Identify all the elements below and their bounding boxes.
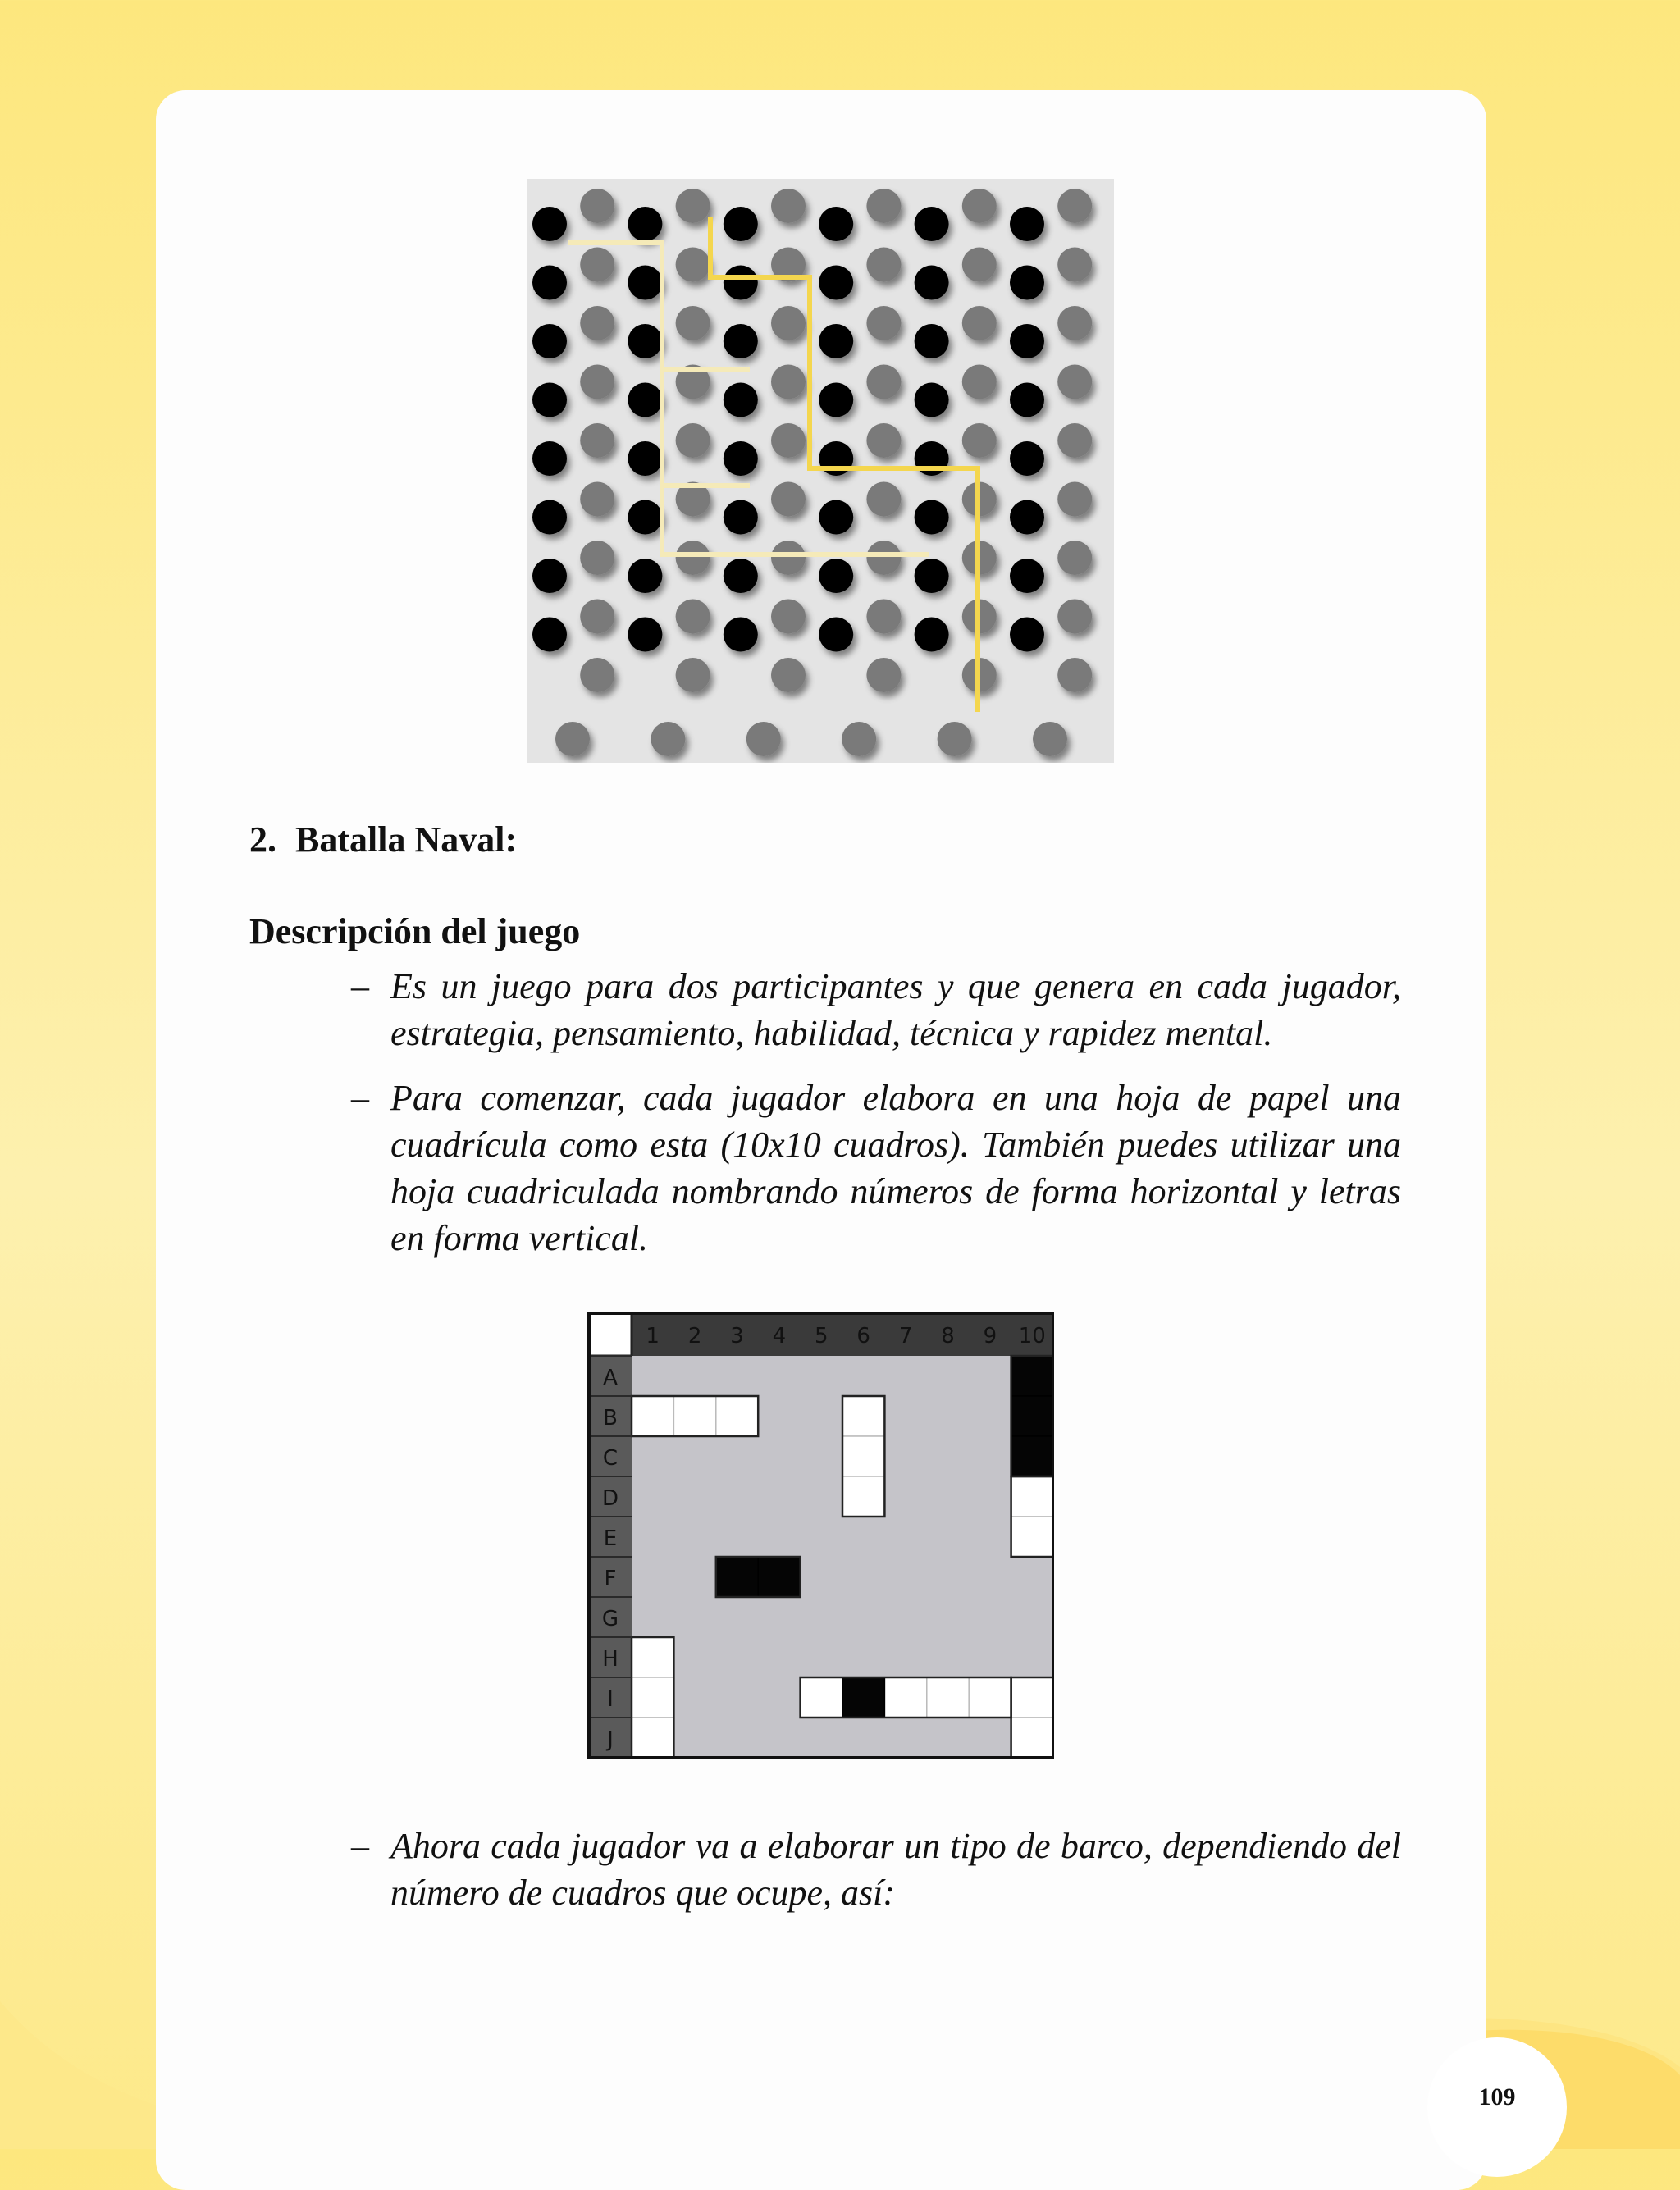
- dot-maze-image: [527, 179, 1114, 763]
- gray-dot: [771, 365, 806, 399]
- black-dot: [819, 559, 853, 593]
- gray-dot: [962, 306, 997, 340]
- black-dot: [1010, 500, 1044, 535]
- gray-dot: [866, 482, 901, 517]
- black-dot: [724, 324, 758, 358]
- bullet-dash: –: [351, 1078, 369, 1118]
- ship-cell-white: [801, 1677, 842, 1718]
- row-label: E: [603, 1526, 618, 1551]
- ship-cell-black: [758, 1557, 800, 1597]
- gray-dot: [866, 189, 901, 223]
- gray-dot: [1057, 658, 1092, 692]
- column-label: 5: [815, 1324, 829, 1348]
- black-dot: [819, 500, 853, 535]
- black-dot: [915, 618, 949, 652]
- gray-dot: [962, 365, 997, 399]
- black-dot: [819, 266, 853, 300]
- gray-dot: [1033, 722, 1067, 756]
- black-dot: [532, 500, 567, 535]
- gray-dot: [771, 658, 806, 692]
- black-dot: [532, 441, 567, 476]
- black-dot: [532, 618, 567, 652]
- black-dot: [1010, 266, 1044, 300]
- column-label: 3: [730, 1324, 744, 1348]
- black-dot: [819, 383, 853, 417]
- column-label: 4: [772, 1324, 787, 1348]
- black-dot: [915, 207, 949, 241]
- black-dot: [628, 383, 662, 417]
- black-dot: [1010, 618, 1044, 652]
- ship-cell-black: [716, 1557, 758, 1597]
- black-dot: [724, 441, 758, 476]
- black-dot: [532, 266, 567, 300]
- gray-dot: [1057, 423, 1092, 458]
- gray-dot: [676, 248, 710, 282]
- black-dot: [628, 559, 662, 593]
- corner-cell: [589, 1313, 632, 1356]
- ship-cell-white: [1011, 1718, 1053, 1758]
- black-dot: [724, 383, 758, 417]
- dot-maze-figure: [527, 179, 1114, 763]
- black-dot: [724, 500, 758, 535]
- column-label: 8: [941, 1324, 955, 1348]
- ship-cell-black: [1011, 1396, 1053, 1436]
- gray-dot: [866, 306, 901, 340]
- battleship-grid: [587, 1311, 1054, 1759]
- black-dot: [1010, 207, 1044, 241]
- gray-dot: [1057, 600, 1092, 634]
- gray-dot: [676, 600, 710, 634]
- gray-dot: [771, 600, 806, 634]
- black-dot: [915, 266, 949, 300]
- black-dot: [628, 324, 662, 358]
- row-label: D: [601, 1486, 619, 1511]
- ship-cell-white: [842, 1476, 884, 1517]
- ship-cell-white: [673, 1396, 715, 1436]
- row-label: G: [601, 1607, 619, 1631]
- black-dot: [724, 618, 758, 652]
- gray-dot: [962, 189, 997, 223]
- bullet-item: [351, 963, 1401, 1056]
- gray-dot: [962, 423, 997, 458]
- bullet-text: Es un juego para dos participantes y que genera en cada jugador, estrategia, pensamiento, habilidad, técnica y rapidez mental.: [390, 966, 1401, 1053]
- ship-cell-white: [632, 1677, 673, 1718]
- row-label: J: [607, 1727, 614, 1752]
- black-dot: [724, 559, 758, 593]
- row-label: F: [604, 1567, 617, 1591]
- bullet-text: Para comenzar, cada jugador elabora en una hoja de papel una cuadrícula como esta (10x10 cuadros). También puedes utilizar una hoja cuadriculada nombrando números de forma horizontal y letras en forma vertical.: [390, 1078, 1401, 1258]
- gray-dot: [676, 189, 710, 223]
- ship-cell-white: [632, 1637, 673, 1677]
- ship-cell-black: [1011, 1356, 1053, 1396]
- gray-dot: [580, 423, 614, 458]
- section-title: Batalla Naval:: [295, 819, 518, 860]
- gray-dot: [676, 658, 710, 692]
- gray-dot: [1057, 365, 1092, 399]
- black-dot: [532, 383, 567, 417]
- black-dot: [628, 207, 662, 241]
- ship-cell-white: [842, 1396, 884, 1436]
- row-label: B: [603, 1406, 618, 1430]
- gray-dot: [580, 482, 614, 517]
- ship-cell-white: [842, 1436, 884, 1476]
- black-dot: [915, 559, 949, 593]
- black-dot: [1010, 441, 1044, 476]
- black-dot: [1010, 559, 1044, 593]
- gray-dot: [676, 541, 710, 575]
- black-dot: [1010, 324, 1044, 358]
- gray-dot: [580, 365, 614, 399]
- bullet-text: Ahora cada jugador va a elaborar un tipo de barco, dependiendo del número de cuadros que ocupe, así:: [390, 1826, 1401, 1913]
- black-dot: [628, 441, 662, 476]
- gray-dot: [555, 722, 590, 756]
- gray-dot: [771, 482, 806, 517]
- gray-dot: [1057, 248, 1092, 282]
- gray-dot: [866, 248, 901, 282]
- black-dot: [628, 618, 662, 652]
- gray-dot: [938, 722, 972, 756]
- gray-dot: [676, 306, 710, 340]
- subsection-heading: Descripción del juego: [249, 911, 581, 951]
- ship-cell-white: [1011, 1677, 1053, 1718]
- battleship-grid-figure: [587, 1311, 1054, 1759]
- ship-cell-white: [927, 1677, 969, 1718]
- gray-dot: [676, 423, 710, 458]
- gray-dot: [771, 189, 806, 223]
- bullet-item: [351, 1074, 1401, 1262]
- gray-dot: [1057, 306, 1092, 340]
- gray-dot: [580, 306, 614, 340]
- section-number: 2.: [249, 819, 276, 860]
- ship-cell-white: [1011, 1517, 1053, 1557]
- black-dot: [724, 266, 758, 300]
- row-label: C: [602, 1446, 619, 1471]
- gray-dot: [1057, 541, 1092, 575]
- black-dot: [532, 207, 567, 241]
- ship-cell-black: [842, 1677, 884, 1718]
- black-dot: [819, 618, 853, 652]
- black-dot: [724, 207, 758, 241]
- ship-cell-white: [884, 1677, 926, 1718]
- gray-dot: [580, 248, 614, 282]
- gray-dot: [866, 658, 901, 692]
- black-dot: [1010, 383, 1044, 417]
- ship-cell-white: [632, 1718, 673, 1758]
- gray-dot: [962, 248, 997, 282]
- gray-dot: [866, 365, 901, 399]
- row-label: A: [603, 1366, 618, 1390]
- column-label: 2: [687, 1324, 702, 1348]
- dots-layer: [532, 189, 1092, 756]
- ship-cell-black: [1011, 1436, 1053, 1476]
- column-label: 9: [983, 1324, 998, 1348]
- ship-cell-white: [632, 1396, 673, 1436]
- gray-dot: [580, 541, 614, 575]
- gray-dot: [1057, 482, 1092, 517]
- black-dot: [532, 324, 567, 358]
- black-dot: [915, 324, 949, 358]
- gray-dot: [746, 722, 781, 756]
- ship-cell-white: [1011, 1476, 1053, 1517]
- gray-dot: [866, 600, 901, 634]
- gray-dot: [1057, 189, 1092, 223]
- column-label: 7: [898, 1324, 913, 1348]
- gray-dot: [866, 423, 901, 458]
- column-label: 6: [856, 1324, 870, 1348]
- row-label: H: [602, 1647, 619, 1672]
- column-label: 1: [646, 1324, 660, 1348]
- black-dot: [915, 383, 949, 417]
- gray-dot: [651, 722, 685, 756]
- black-dot: [819, 207, 853, 241]
- gray-dot: [842, 722, 876, 756]
- section-heading: [249, 819, 517, 860]
- ship-cell-white: [969, 1677, 1011, 1718]
- gray-dot: [771, 306, 806, 340]
- gray-dot: [771, 541, 806, 575]
- gray-dot: [580, 189, 614, 223]
- gray-dot: [866, 541, 901, 575]
- black-dot: [628, 500, 662, 535]
- column-label: 10: [1018, 1324, 1046, 1348]
- gray-dot: [771, 423, 806, 458]
- bullet-dash: –: [351, 966, 369, 1006]
- bullet-dash: –: [351, 1826, 369, 1866]
- gray-dot: [580, 600, 614, 634]
- row-label: I: [607, 1687, 614, 1712]
- gray-dot: [580, 658, 614, 692]
- bullet-item: [351, 1823, 1401, 1916]
- black-dot: [915, 500, 949, 535]
- black-dot: [532, 559, 567, 593]
- ship-cell-white: [716, 1396, 758, 1436]
- black-dot: [819, 324, 853, 358]
- black-dot: [628, 266, 662, 300]
- page-number: 109: [1478, 2083, 1516, 2110]
